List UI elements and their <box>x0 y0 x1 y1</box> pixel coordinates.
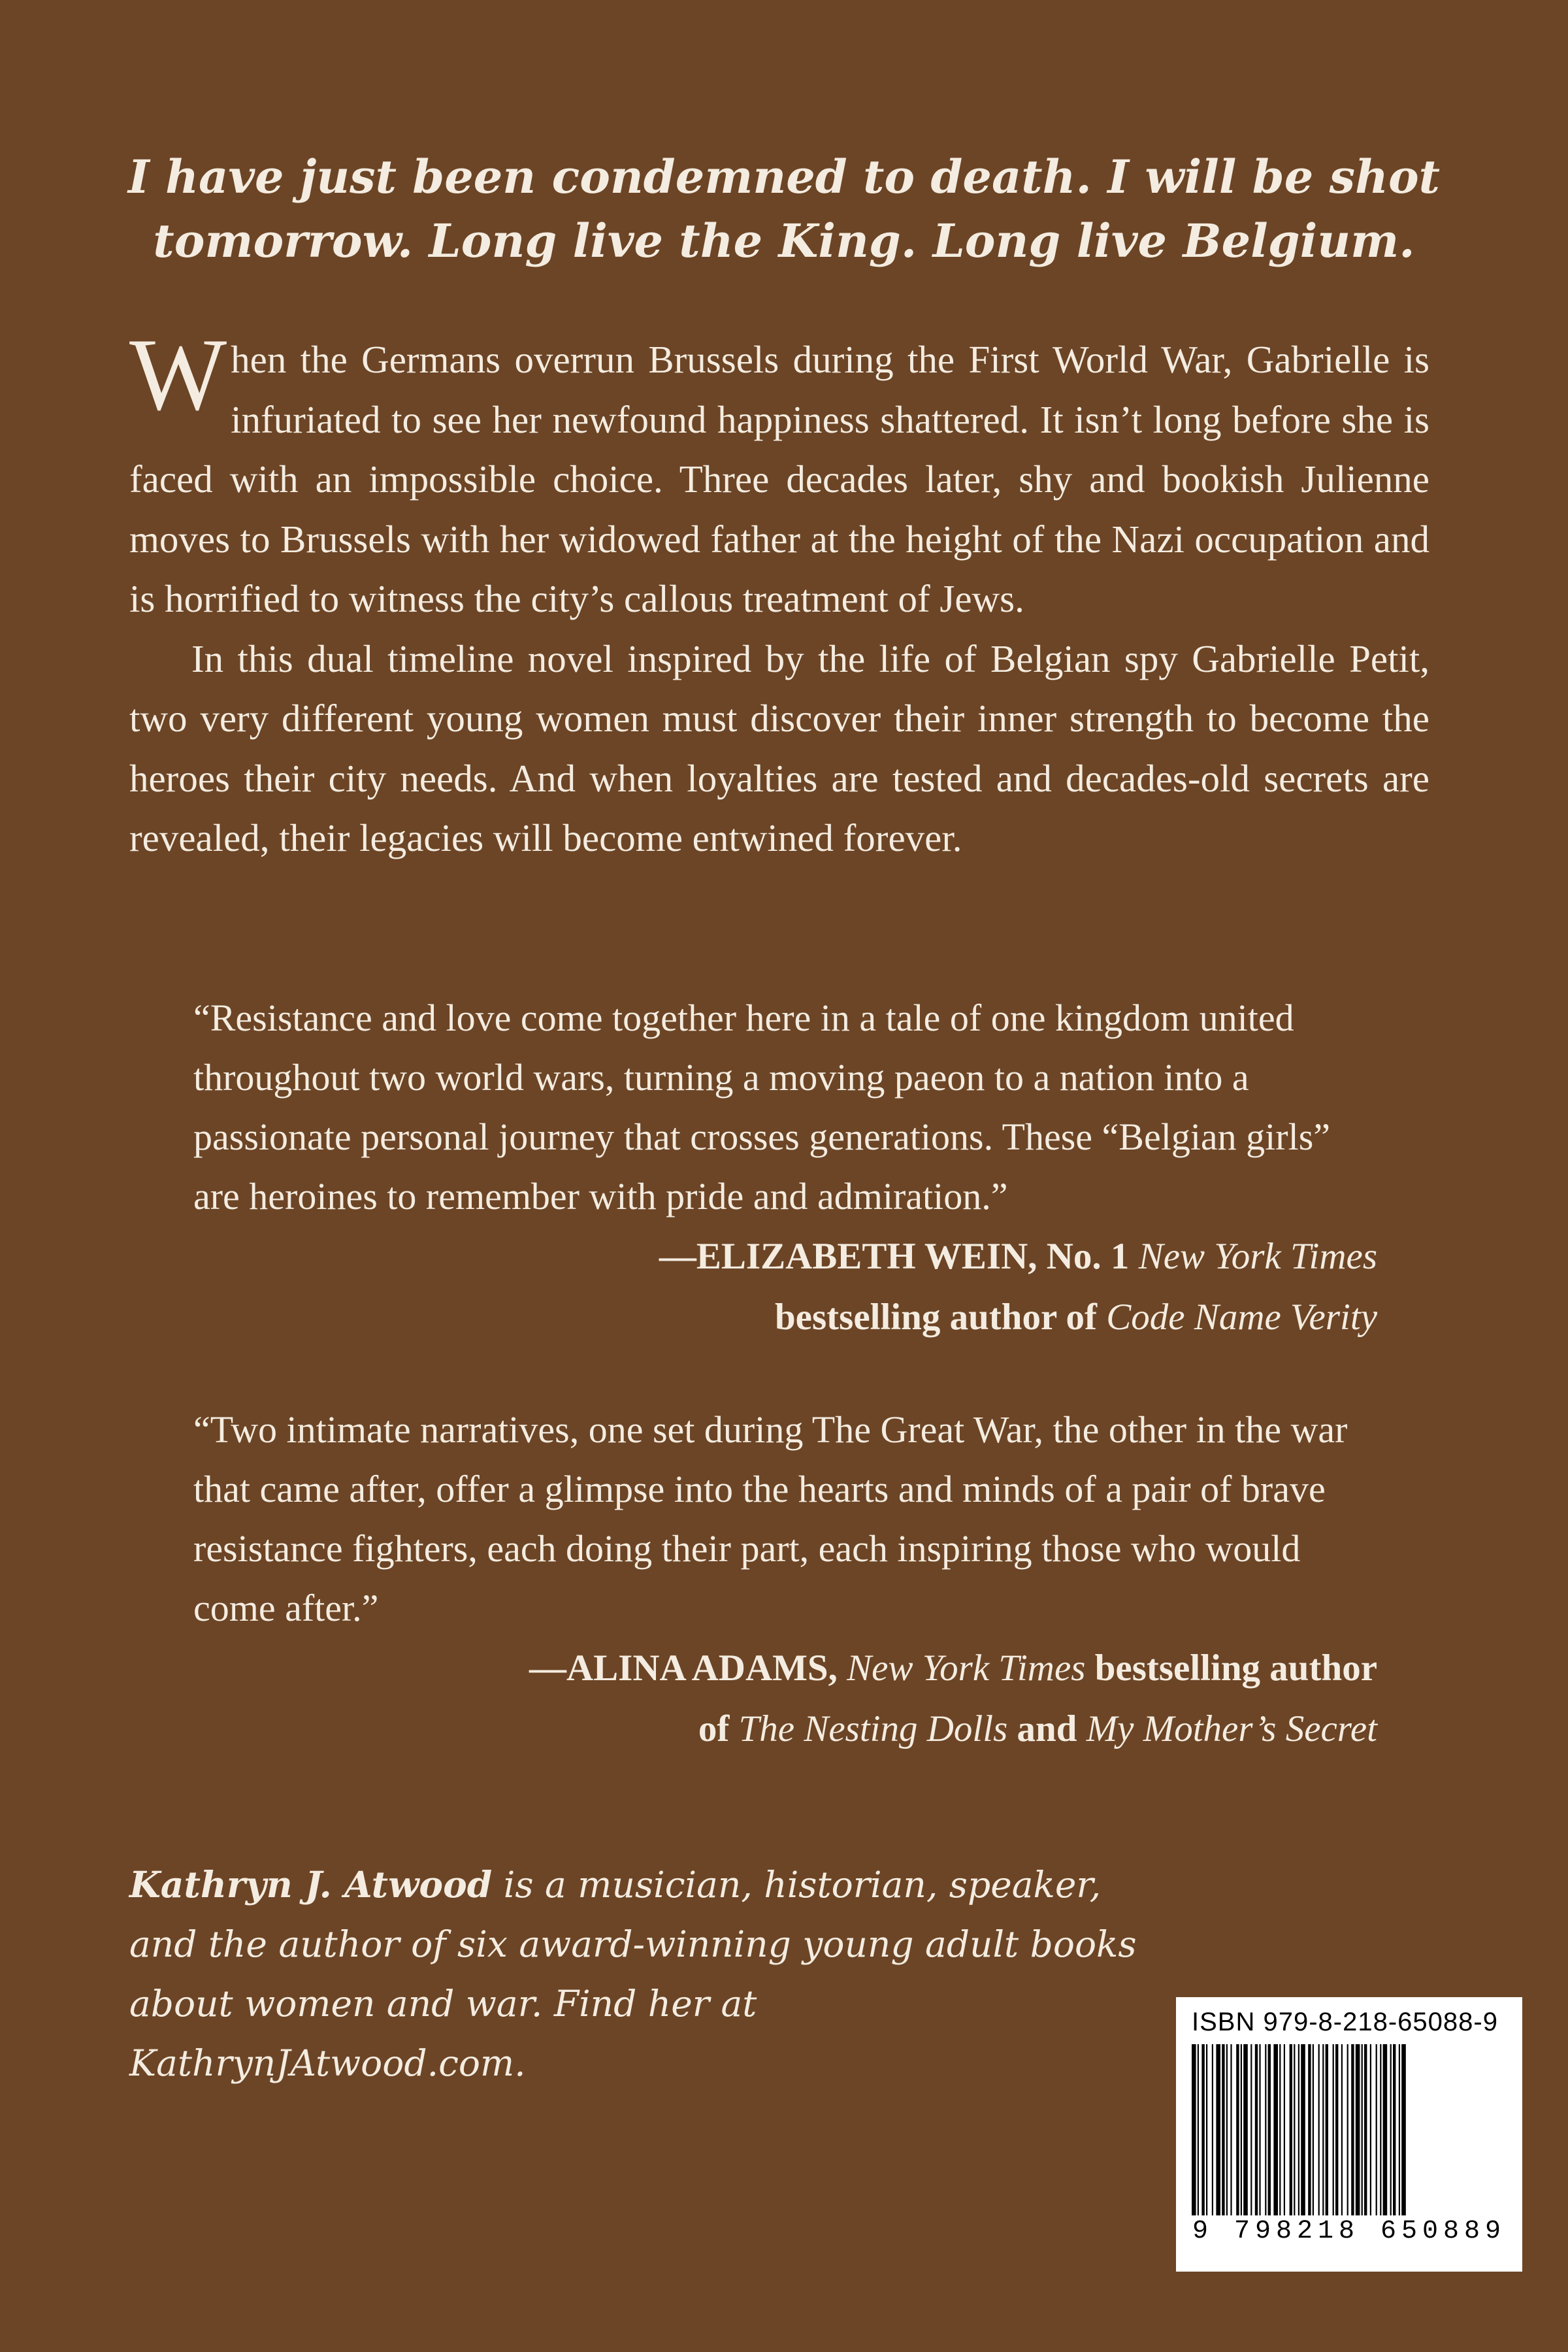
author-name: Kathryn J. Atwood <box>129 1863 493 1906</box>
tagline-line-1: I have just been condemned to death. I will be shot <box>128 150 1440 204</box>
drop-cap: W <box>129 318 227 432</box>
attribution-name: —ALINA ADAMS, <box>529 1648 847 1689</box>
review-quote-2 <box>193 1400 1377 1759</box>
attribution-name: —ELIZABETH WEIN, No. 1 <box>659 1236 1139 1277</box>
attribution-book-title: Code Name Verity <box>1106 1297 1377 1338</box>
attribution-role: bestselling author <box>1085 1648 1377 1689</box>
attribution-and: and <box>1007 1708 1086 1749</box>
attribution-book-title-2: My Mother’s Secret <box>1086 1708 1377 1749</box>
barcode-digits: 9 798218 650889 <box>1192 2217 1507 2246</box>
review-quote-2-text: “Two intimate narratives, one set during The Great War, the other in the war that came after, offer a glimpse into the hearts and minds of a pair of brave resistance fighters, each doing their part, each inspiring those who would come after.” <box>193 1408 1348 1629</box>
barcode-icon <box>1189 2044 1509 2215</box>
review-quote-2-attribution <box>193 1638 1377 1759</box>
author-bio-text: is a musician, historian, speaker, and the author of six award-winning young adult books about women and war. Find her at KathrynJAtwood.com. <box>129 1864 1137 2084</box>
review-quote-1-attribution <box>193 1226 1377 1348</box>
attribution-book-title-1: The Nesting Dolls <box>738 1708 1008 1749</box>
book-blurb <box>129 318 1429 869</box>
review-quote-1-text: “Resistance and love come together here in a tale of one kingdom united throughout two world wars, turning a moving paeon to a nation into a passionate personal journey that crosses generations. These “Belgian girls” are heroines to remember with pride and admiration.” <box>193 997 1331 1217</box>
tagline-line-2: tomorrow. Long live the King. Long live Belgium. <box>153 214 1415 268</box>
review-quote-1 <box>193 988 1377 1348</box>
tagline-quote <box>0 145 1568 273</box>
blurb-paragraph-1-text: hen the Germans overrun Brussels during the First World War, Gabrielle is infuriated to see her newfound happiness shattered. It isn’t long before she is faced with an impossible choice. Three decades later, shy and bookish Julienne moves to Brussels with her widowed father at the height of the Nazi occupation and is horrified to witness the city’s callous treatment of Jews. <box>129 338 1429 620</box>
attribution-publication: New York Times <box>847 1648 1086 1689</box>
blurb-paragraph-2: In this dual timeline novel inspired by the life of Belgian spy Gabrielle Petit, two very different young women must discover their inner strength to become the heroes their city needs. And when loyalties are tested and decades-old secrets are revealed, their legacies will become entwined forever. <box>129 637 1429 859</box>
attribution-publication: New York Times <box>1138 1236 1377 1277</box>
blurb-paragraph-1 <box>129 318 1429 629</box>
attribution-of: of <box>698 1708 739 1749</box>
attribution-role: bestselling author of <box>774 1297 1107 1338</box>
author-bio <box>129 1855 1149 2093</box>
isbn-label: ISBN 979-8-218-65088-9 <box>1192 2008 1498 2036</box>
isbn-barcode <box>1176 1997 1522 2272</box>
